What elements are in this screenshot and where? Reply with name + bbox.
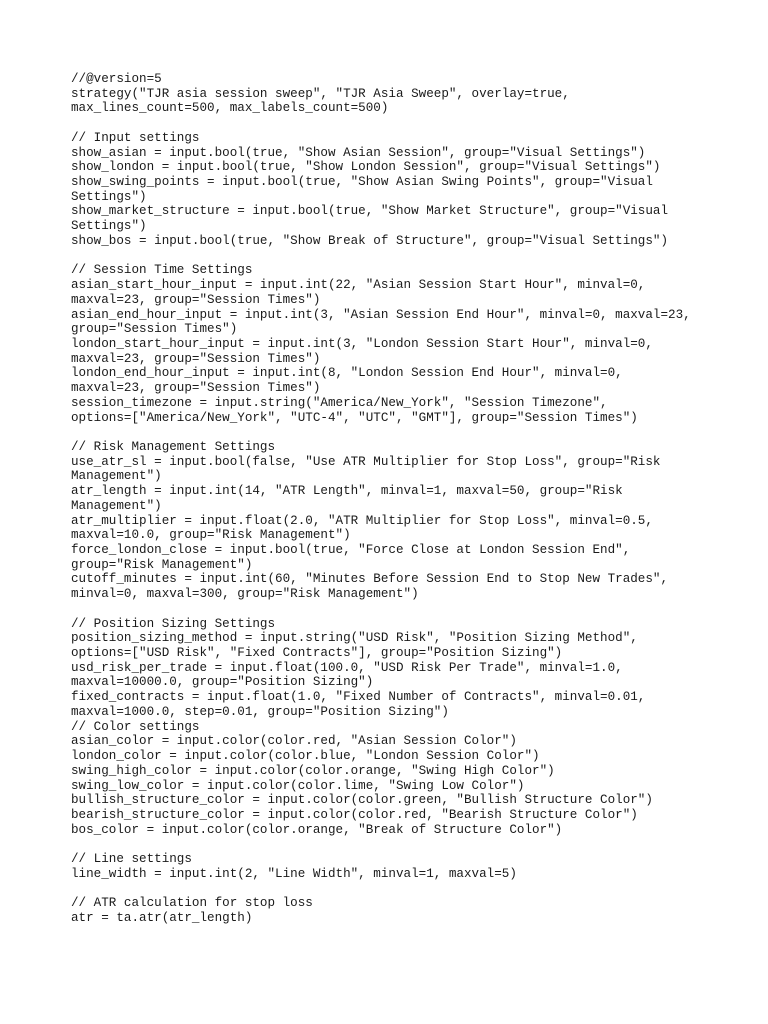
code-line: //@version=5 [71, 72, 162, 86]
code-line: swing_low_color = input.color(color.lime, "Swing Low Color") [71, 778, 525, 793]
code-line: show_asian = input.bool(true, "Show Asian Session", group="Visual Settings") [71, 145, 646, 160]
code-line [71, 425, 711, 440]
code-line: maxval=1000.0, step=0.01, group="Position Sizing") [71, 704, 449, 719]
code-line [71, 249, 711, 264]
code-block [71, 72, 711, 926]
code-line: force_london_close = input.bool(true, "Force Close at London Session End", [71, 543, 631, 557]
code-line: london_end_hour_input = input.int(8, "London Session End Hour", minval=0, [71, 366, 623, 381]
code-line: Management") [71, 498, 162, 513]
code-line: bos_color = input.color(color.orange, "Break of Structure Color") [71, 822, 563, 837]
code-line [71, 837, 711, 852]
code-line: Settings") [71, 219, 147, 234]
code-line: asian_end_hour_input = input.int(3, "Asian Session End Hour", minval=0, maxval=23, [71, 307, 691, 322]
code-line: bullish_structure_color = input.color(color.green, "Bullish Structure Color") [71, 793, 653, 808]
code-line: swing_high_color = input.color(color.orange, "Swing High Color") [71, 763, 555, 778]
code-line: // Input settings [71, 130, 200, 145]
code-line: london_color = input.color(color.blue, "London Session Color") [71, 749, 540, 764]
code-line: asian_start_hour_input = input.int(22, "Asian Session Start Hour", minval=0, [71, 278, 646, 293]
code-line: show_market_structure = input.bool(true, "Show Market Structure", group="Visual [71, 204, 669, 219]
code-line: use_atr_sl = input.bool(false, "Use ATR Multiplier for Stop Loss", group="Risk [71, 454, 661, 469]
code-line: london_start_hour_input = input.int(3, "London Session Start Hour", minval=0, [71, 336, 653, 351]
code-line: minval=0, maxval=300, group="Risk Management") [71, 587, 419, 602]
code-line [71, 116, 711, 131]
code-line: // Color settings [71, 719, 200, 734]
code-line: atr = ta.atr(atr_length) [71, 910, 253, 925]
code-line: // Line settings [71, 852, 192, 867]
code-line [71, 882, 711, 897]
code-line: show_bos = input.bool(true, "Show Break of Structure", group="Visual Settings") [71, 233, 669, 248]
code-line: maxval=23, group="Session Times") [71, 381, 321, 396]
code-line: show_swing_points = input.bool(true, "Show Asian Swing Points", group="Visual [71, 175, 653, 190]
code-line: position_sizing_method = input.string("USD Risk", "Position Sizing Method", [71, 631, 638, 646]
code-line: asian_color = input.color(color.red, "Asian Session Color") [71, 734, 517, 749]
code-line: maxval=23, group="Session Times") [71, 292, 321, 307]
code-line: // ATR calculation for stop loss [71, 896, 313, 911]
code-line: group="Session Times") [71, 322, 238, 337]
code-line: show_london = input.bool(true, "Show London Session", group="Visual Settings") [71, 160, 661, 175]
code-line: session_timezone = input.string("America/New_York", "Session Timezone", [71, 395, 608, 410]
code-line: options=["USD Risk", "Fixed Contracts"], group="Position Sizing") [71, 646, 563, 661]
code-line [71, 602, 711, 617]
code-line: Management") [71, 469, 162, 484]
code-line: group="Risk Management") [71, 557, 253, 572]
code-line: Settings") [71, 189, 147, 204]
code-line: atr_multiplier = input.float(2.0, "ATR Multiplier for Stop Loss", minval=0.5, [71, 513, 653, 528]
code-line: // Risk Management Settings [71, 439, 276, 454]
code-line: max_lines_count=500, max_labels_count=500) [71, 101, 389, 116]
code-line: maxval=10.0, group="Risk Management") [71, 528, 351, 543]
code-line: maxval=10000.0, group="Position Sizing") [71, 675, 374, 690]
code-line: maxval=23, group="Session Times") [71, 351, 321, 366]
code-line: cutoff_minutes = input.int(60, "Minutes Before Session End to Stop New Trades", [71, 572, 669, 587]
code-line: // Position Sizing Settings [71, 616, 276, 631]
code-line: usd_risk_per_trade = input.float(100.0, "USD Risk Per Trade", minval=1.0, [71, 660, 623, 675]
code-line: // Session Time Settings [71, 263, 253, 278]
code-line: atr_length = input.int(14, "ATR Length", minval=1, maxval=50, group="Risk [71, 484, 623, 499]
code-line: options=["America/New_York", "UTC-4", "UTC", "GMT"], group="Session Times") [71, 410, 638, 425]
code-line: strategy("TJR asia session sweep", "TJR Asia Sweep", overlay=true, [71, 86, 570, 101]
code-line: fixed_contracts = input.float(1.0, "Fixed Number of Contracts", minval=0.01, [71, 690, 646, 705]
code-line: line_width = input.int(2, "Line Width", minval=1, maxval=5) [71, 866, 517, 881]
code-line: bearish_structure_color = input.color(color.red, "Bearish Structure Color") [71, 807, 638, 822]
